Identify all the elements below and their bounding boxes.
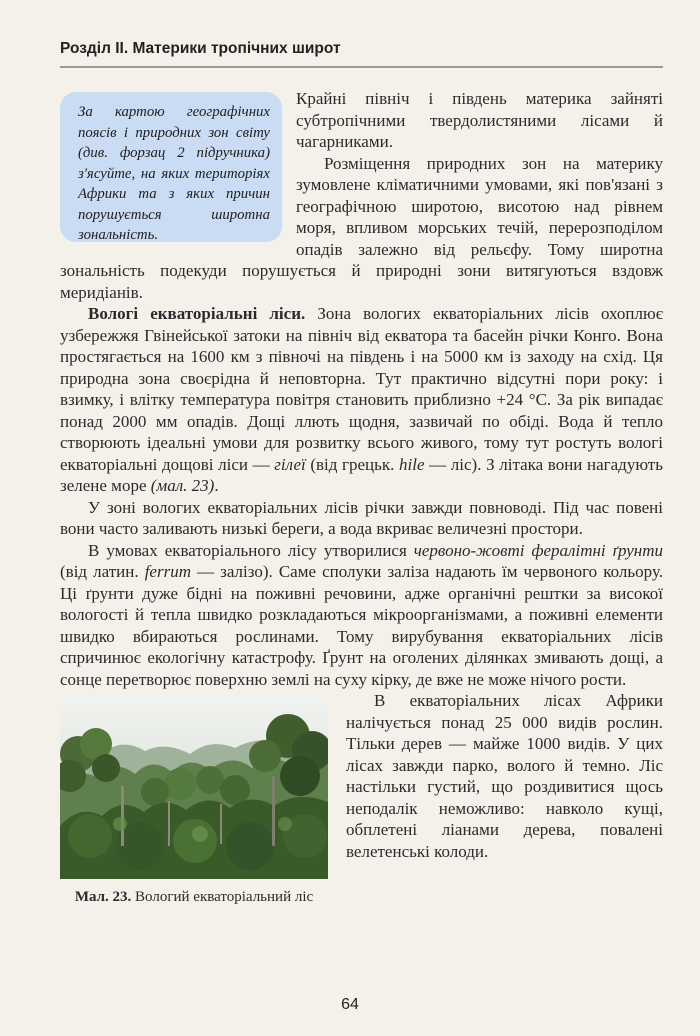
rainforest-heading: Вологі екваторіальні ліси.: [88, 304, 306, 323]
figure-caption-text: Вологий екваторіальний ліс: [131, 889, 314, 905]
rainforest-text-c: — ліс). З літака вони нагадують зелене море: [60, 454, 663, 495]
paragraph-rainforest: [60, 303, 663, 497]
figure-caption: [60, 887, 328, 907]
figure-23: [60, 696, 328, 907]
rainforest-text-b: (від грецьк.: [305, 454, 400, 474]
rainforest-photo: [60, 696, 328, 879]
latin-hile: hile: [399, 454, 425, 474]
page-number: 64: [341, 996, 359, 1013]
soils-text-a: В умовах екваторіального лісу утворилися: [88, 540, 414, 560]
rainforest-text-d: .: [214, 476, 219, 495]
soils-text-c: — залізо). Саме сполуки заліза надають їм червоного кольору. Ці ґрунти дуже бідні на поживні речовини, адже органічні рештки за високої вологості й тепла швидко розкладаються мікроорганізмами, а поживні елементи швидко вбираються рослинами. Тому вирубування екваторіальних лісів спричинює екологічну катастрофу. Ґрунт на оголених ділянках змивають дощі, а сонце перетворює поверхню землі на суху кірку, де вже не може нічого рости.: [60, 562, 663, 689]
paragraph-plant-species: В екваторіальних лісах Африки налічується понад 25 000 видів рослин. Тільки дерев — майже 1000 видів. У цих лісах завжди парко, волого й темно. Ліс настільки густий, що роздивитися щось неподалік неможливо: навколо кущі, обплетені ліанами дерева, повалені велетенські колоди.: [346, 691, 663, 861]
paragraph-subtropics: Крайні північ і південь материка зайняті субтропічними твердолистяними лісами й чагарниками.: [296, 89, 663, 151]
term-gilei: гілеї: [274, 454, 306, 474]
figure-label: Мал. 23.: [74, 889, 132, 905]
paragraph-zonation: Розміщення природних зон на материку зумовлене кліматичними умовами, які пов'язані з географічною широтою, висотою над рівнем моря, впливом морських течій, перерозподілом опадів залежно від рельєфу. Тому широтна зональність подекуди порушується й природні зони витягуються вздовж меридіанів.: [60, 153, 663, 302]
rainforest-text-a: Зона вологих екваторіальних лісів охоплює узбережжя Гвінейської затоки на північ від екватора та басейн річки Конго. Вона простягається на 1600 км з півночі на південь і на 5000 км із заходу на схід. Ця природна зона своєрідна й неповторна. Тут практично відсутні пори року: і взимку, і влітку температура повітря становить приблизно +24 °С. За рік випадає понад 2000 мм опадів. Дощі ллють щодня, зазвичай по обіді. Вода й тепло створюють ідеальні умови для розвитку всього живого, тому тут ростуть вологі екваторіальні дощові ліси —: [60, 304, 663, 474]
latin-ferrum: ferrum: [144, 562, 191, 581]
page-content: [60, 88, 663, 909]
header-divider: [60, 66, 663, 68]
soils-text-b: (від латин.: [60, 562, 145, 581]
term-ferralitic-soils: червоно-жовті фералітні ґрунти: [413, 540, 663, 560]
section-header: Розділ ІІ. Материки тропічних широт: [60, 40, 341, 57]
paragraph-rivers: У зоні вологих екваторіальних лісів річки завжди повноводі. Під час повені вони часто заливають низькі береги, а вода вкриває величезні простори.: [60, 497, 663, 538]
figure-reference: (мал. 23): [150, 476, 215, 495]
paragraph-soils: [60, 540, 663, 691]
question-callout: За картою географічних поясів і природних зон світу (див. форзац 2 підручника) з'ясуйте, на яких територіях Африки та з яких причин порушується широтна зональність.: [60, 92, 282, 242]
